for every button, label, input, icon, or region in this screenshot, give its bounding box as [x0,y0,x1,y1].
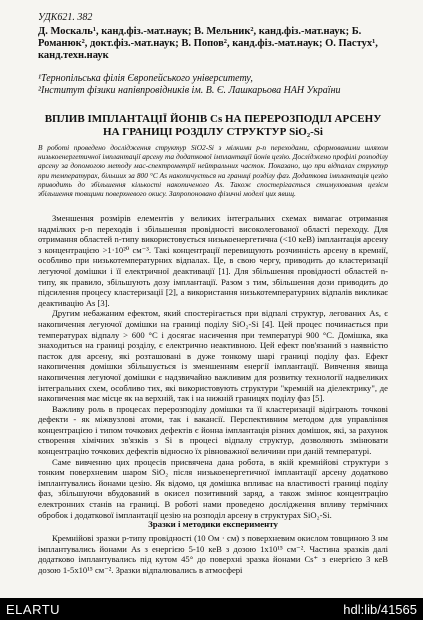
paragraph-4: Саме вивченню цих процесів присвячена дана робота, в якій кремнійові структури з тонким поверхневим шаром SiO₂ після низькоенергетичної імплантації арсену додатково імплантувались йонами цезію. Як відомо, ця домішка впливає на властивості границі поділу фаз, збільшуючи вбудований в окисел позитивний заряд, а також змінює концентрацію електронних станів на границі. В роботі нами проведено дослідження впливу термічних обробок і додаткової імплантації цезію на розподіл арсену в структурах SiO₂-Si. [38,456,388,520]
footer-handle[interactable]: hdl:lib/41565 [343,602,417,617]
methods-body [38,533,388,575]
paragraph-5: Кремнійові зразки p-типу провідності (10 Ом · см) з поверхневим окислом товщиною 3 нм імплантувались йонами As з енергією 5-10 кеВ з дозою 1х10¹⁵ см⁻². Частина зразків далі додатково імплантувались під кутом 45° до поверхні зразка йонами Cs⁺ з енергією 3 кеВ дозою 1-5х10¹⁵ см⁻². Зразки відпалювались в атмосфері [38,533,388,575]
paper-title: ВПЛИВ ІМПЛАНТАЦІЇ ЙОНІВ Cs НА ПЕРЕРОЗПОДІЛ АРСЕНУ НА ГРАНИЦІ РОЗДІЛУ СТРУКТУР SiO₂-Si [44,113,382,138]
footer-bar [0,598,423,620]
affiliation-2: ²Інститут фізики напівпровідників ім. В. Є. Лашкарьова НАН України [38,85,341,96]
paragraph-2: Другим небажаним ефектом, який спостерігається при відпалі структур, легованих As, є накопичення легуючої домішки на границі поділу SiO₂-Si [4]. Цей процес починається при температурах відпалу > 600 °C і досягає насичення при температурі 900 °C. Домішка, яка знаходиться на границі розділу, є електрично неактивною. Цей ефект пов'язаний з наявністю пасток для арсену, які розташовані в дуже тонкому шарі границі поділу фаз. Ефект накопичення домішки збільшується із зменшенням енергії імплантації. Вивчення явища накопичення легуючої домішки є надзвичайно важливим для розвитку технології надвеликих інтегральних схем, особливо тих, які використовують структури "кремній на діелектрику", де накопичення має місце як на верхній, так і на нижній границях поділу фаз [5]. [38,308,388,404]
affiliations [38,73,408,97]
author-list: Д. Москаль¹, канд.фіз.-мат.наук; В. Мельник², канд.фіз.-мат.наук; Б. Романюк², докт.фіз.-мат.наук; В. Попов², канд.фіз.-мат.наук; О. Пастух¹, канд.техн.наук [38,26,378,61]
abstract: В роботі проведено дослідження структур SiO2-Si з мілкими p-n переходами, сформованими шляхом низькоенергетичної імплантації арсену та додаткової імплантації йонів цезію. Досліджено профілі розподілу арсену за допомогою методу мас-спектрометрії нейтральних часток. Показано, що при відпалах структур при температурах, більших за 800 °C As накопичується на границі розділу фаз. Додаткова імплантація цезію приводить до збільшення кількості накопиченого As. Також спостерігається стимулювання цезієм збільшення товщини поверхневого окису. Запропоновано фізичні моделі цих явищ. [38,143,388,199]
affiliation-1: ¹Тернопільська філія Європейського університету, [38,73,253,84]
footer-source: ELARTU [6,602,61,617]
section-heading: Зразки і методики експерименту [148,519,278,529]
paragraph-1: Зменшення розмірів елементів у великих інтегральних схемах вимагає отримання надмілких p-n переходів і збільшення провідності високолегованої області переходу. Для отримання областей n-типу використовується низькоенергетична (<10 кеВ) імплантація арсену з концентрацією >1·10²⁰ см⁻³. Такі концентрації перевищують розчинність арсену в кремнії, особливо при низькотемпературних відпалах. Це, в свою чергу, приводить до кластеризації легуючої домішки і її електричної деактивації [1]. Для збільшення провідності областей n-типу, як правило, збільшують дозу імплантації. Разом з тим, збільшення дози приводить до підсилення процесу кластеризації [2], а використання низькотемпературних відпалів викликає деактивацію As [3]. [38,213,388,308]
udc-code: УДК621. 382 [38,12,93,23]
intro-body [38,213,388,520]
paragraph-3: Важливу роль в процесах перерозподілу домішки та її кластеризації відіграють точкові дефекти - як міжвузлові атоми, так і вакансії. Перспективним методом для управління концентрацією і типом точкових дефектів є йонна імплантація різних домішок, які, за рахунок створення хімічних зв'язків з Si в процесі відпалу структур, дозволяють змінювати концентрацію точкових дефектів відносно їх рівноважної величини при даній температурі. [38,403,388,457]
